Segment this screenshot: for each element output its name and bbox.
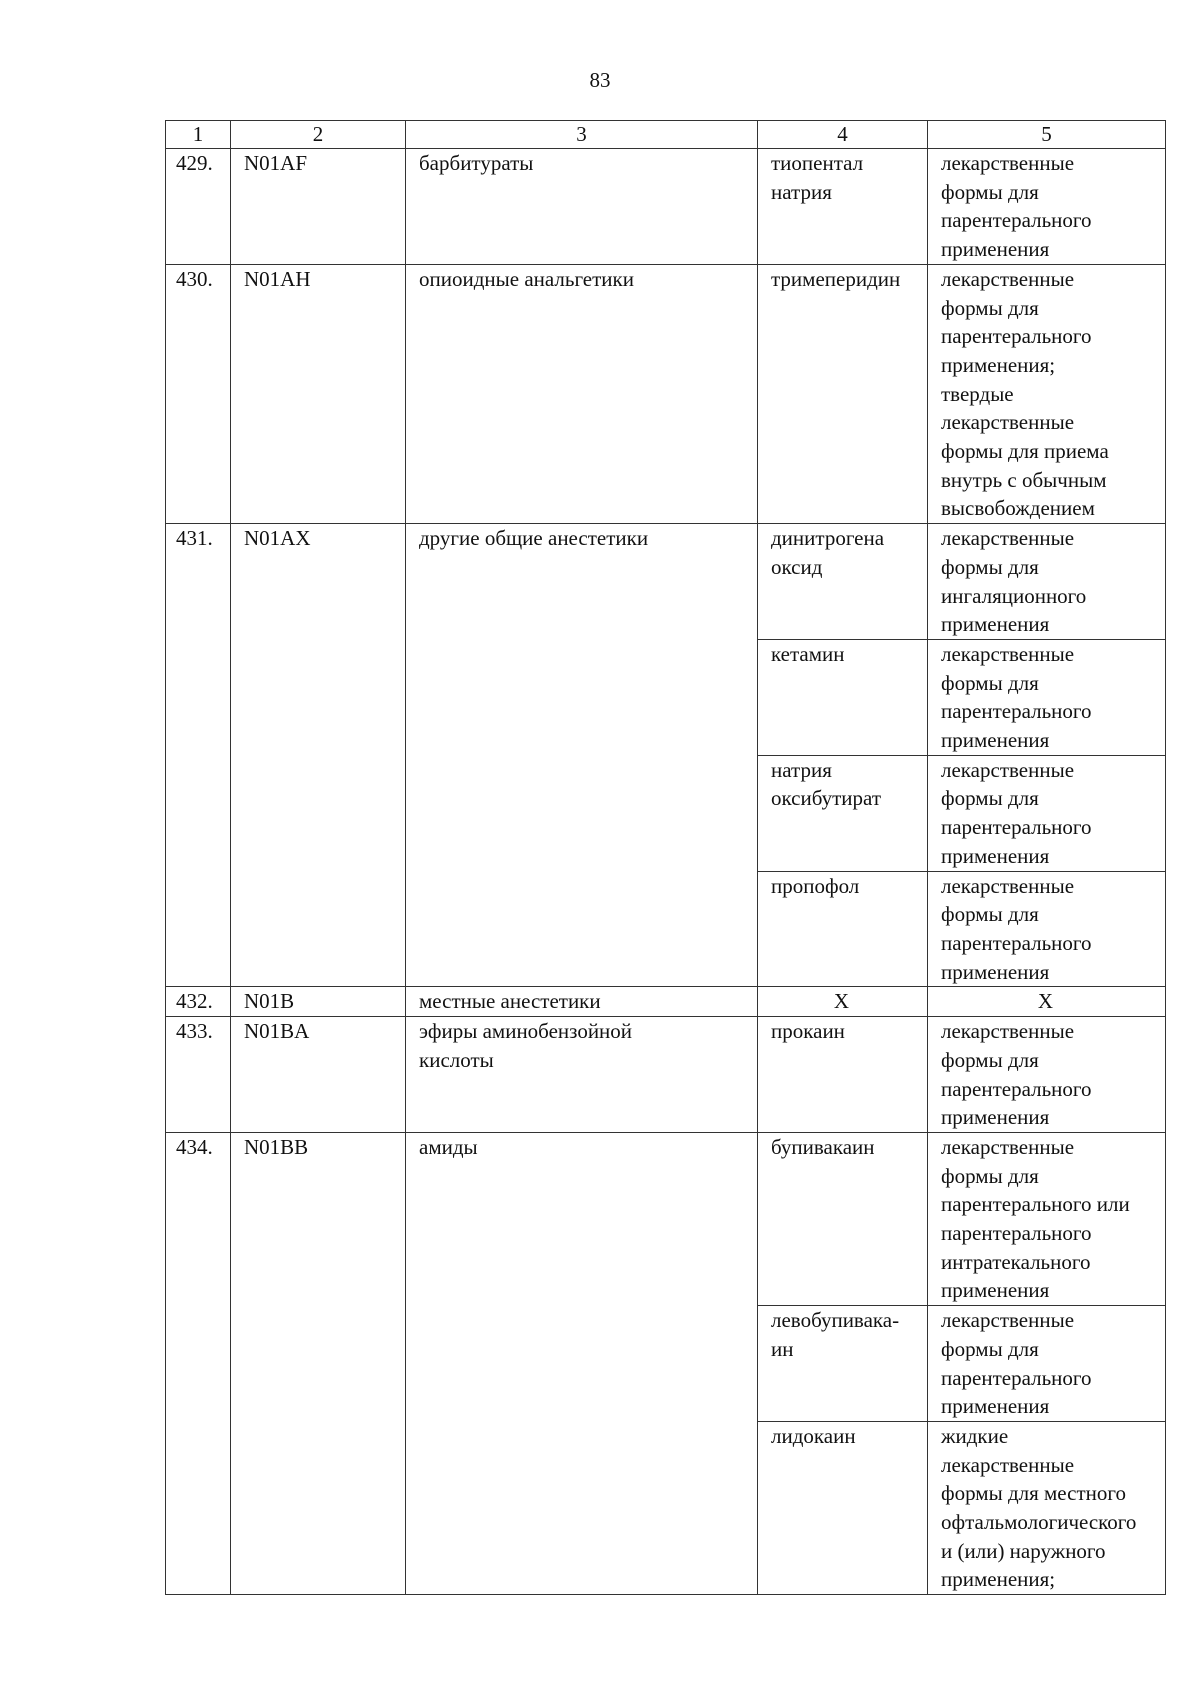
atc-code: N01BA xyxy=(231,1017,406,1133)
drug-name: левобупивака- ин xyxy=(758,1306,928,1422)
drug-name: пропофол xyxy=(758,871,928,987)
dosage-forms: жидкие лекарственные формы для местного офтальмологического и (или) наружного применения; xyxy=(928,1421,1166,1594)
dosage-forms: лекарственные формы для парентерального применения xyxy=(928,755,1166,871)
dosage-forms: лекарственные формы для парентерального применения xyxy=(928,1017,1166,1133)
drug-name: лидокаин xyxy=(758,1421,928,1594)
pharmacological-group: местные анестетики xyxy=(406,987,758,1017)
dosage-forms: лекарственные формы для парентерального применения xyxy=(928,149,1166,265)
table-row xyxy=(166,149,1166,265)
drug-list-table xyxy=(165,120,1166,1595)
atc-code: N01BB xyxy=(231,1132,406,1594)
row-number: 434. xyxy=(166,1132,231,1594)
dosage-forms: лекарственные формы для ингаляционного применения xyxy=(928,524,1166,640)
page-number: 83 xyxy=(589,68,611,92)
dosage-forms: лекарственные формы для парентерального применения xyxy=(928,1306,1166,1422)
atc-code: N01AH xyxy=(231,264,406,523)
pharmacological-group: эфиры аминобензойной кислоты xyxy=(406,1017,758,1133)
drug-name: тиопентал натрия xyxy=(758,149,928,265)
table-row xyxy=(166,987,1166,1017)
row-number: 431. xyxy=(166,524,231,987)
row-number: 430. xyxy=(166,264,231,523)
drug-name: X xyxy=(758,987,928,1017)
header-col-4: 4 xyxy=(758,121,928,149)
header-col-3: 3 xyxy=(406,121,758,149)
row-number: 433. xyxy=(166,1017,231,1133)
column-number-header-row xyxy=(166,121,1166,149)
row-number: 429. xyxy=(166,149,231,265)
pharmacological-group: амиды xyxy=(406,1132,758,1594)
table-row xyxy=(166,1132,1166,1305)
drug-name: натрия оксибутират xyxy=(758,755,928,871)
drug-name: прокаин xyxy=(758,1017,928,1133)
pharmacological-group: барбитураты xyxy=(406,149,758,265)
drug-name: динитрогена оксид xyxy=(758,524,928,640)
table-row xyxy=(166,1017,1166,1133)
drug-name: тримеперидин xyxy=(758,264,928,523)
dosage-forms: лекарственные формы для парентерального применения; твердые лекарственные формы для приема внутрь с обычным высвобождением xyxy=(928,264,1166,523)
atc-code: N01B xyxy=(231,987,406,1017)
drug-name: кетамин xyxy=(758,639,928,755)
dosage-forms: лекарственные формы для парентерального или парентерального интратекального применения xyxy=(928,1132,1166,1305)
drug-name: бупивакаин xyxy=(758,1132,928,1305)
row-number: 432. xyxy=(166,987,231,1017)
atc-code: N01AF xyxy=(231,149,406,265)
dosage-forms: X xyxy=(928,987,1166,1017)
header-col-1: 1 xyxy=(166,121,231,149)
header-col-2: 2 xyxy=(231,121,406,149)
atc-code: N01AX xyxy=(231,524,406,987)
table-row xyxy=(166,524,1166,640)
dosage-forms: лекарственные формы для парентерального применения xyxy=(928,871,1166,987)
dosage-forms: лекарственные формы для парентерального применения xyxy=(928,639,1166,755)
header-col-5: 5 xyxy=(928,121,1166,149)
table-row xyxy=(166,264,1166,523)
pharmacological-group: другие общие анестетики xyxy=(406,524,758,987)
pharmacological-group: опиоидные анальгетики xyxy=(406,264,758,523)
